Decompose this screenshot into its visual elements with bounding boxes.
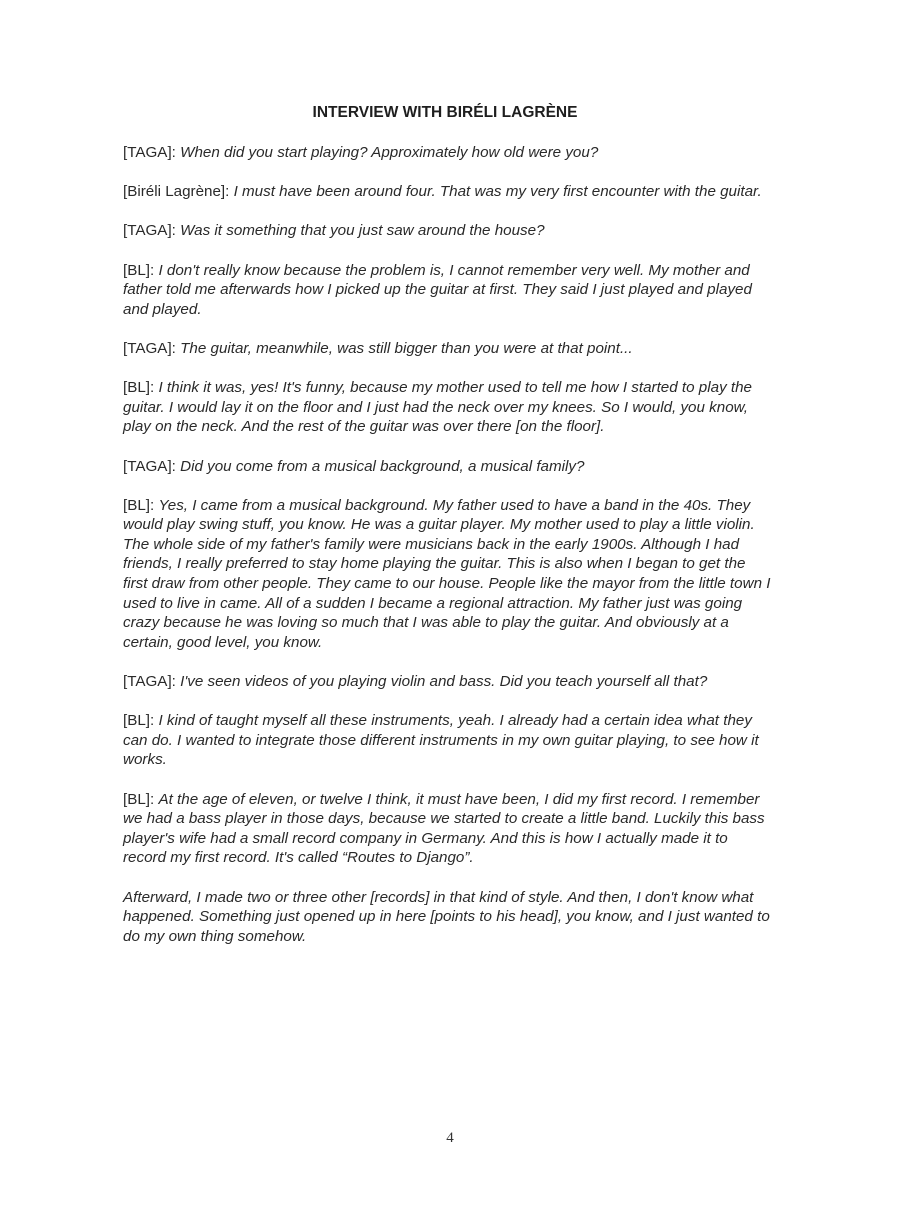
speaker-label: [TAGA]: — [123, 673, 181, 691]
speaker-label: [TAGA]: — [123, 457, 181, 475]
speech-text: I must have been around four. That was my very first encounter with the guitar. — [233, 183, 762, 201]
speaker-label: [TAGA]: — [123, 339, 181, 357]
paragraph — [123, 378, 771, 437]
speech-text: When did you start playing? Approximately how old were you? — [180, 144, 599, 161]
speaker-label: [BL]: — [123, 261, 159, 279]
paragraph — [123, 221, 771, 241]
speaker-label: [Biréli Lagrène]: — [123, 183, 234, 201]
speaker-label: [BL]: — [123, 712, 159, 730]
speaker-label: [BL]: — [123, 496, 159, 514]
paragraph — [123, 888, 771, 947]
speech-text: I kind of taught myself all these instruments, yeah. I already had a certain idea what they can do. I wanted to integrate those different instruments in my own guitar playing, to see how it works. — [123, 712, 759, 769]
paragraph — [123, 339, 771, 359]
paragraph — [123, 457, 771, 477]
paragraph — [123, 261, 771, 320]
speech-text: Afterward, I made two or three other [records] in that kind of style. And then, I don't know what happened. Something just opened up in here [points to his head], you know, and I just wanted to do my own thing somehow. — [123, 888, 770, 945]
interview-body — [123, 143, 771, 966]
speech-text: Yes, I came from a musical background. My father used to have a band in the 40s. They would play swing stuff, you know. He was a guitar player. My mother used to play a little violin. The whole side of my father's family were musicians back in the early 1900s. Although I had friends, I really preferred to stay home playing the guitar. This is also when I began to get the first draw from other people. They came to our house. People like the mayor from the little town I used to live in came. All of a sudden I became a regional attraction. My father just was going crazy because he was loving so much that I was able to play the guitar. And obviously at a certain, good level, you know. — [123, 496, 771, 651]
paragraph — [123, 672, 771, 692]
speech-text: I think it was, yes! It's funny, because my mother used to tell me how I started to play the guitar. I would lay it on the floor and I just had the neck over my knees. So I would, you know, play on the neck. And the rest of the guitar was over there [on the floor]. — [123, 379, 752, 436]
speaker-label: [TAGA]: — [123, 144, 181, 161]
paragraph — [123, 711, 771, 770]
speech-text: Was it something that you just saw around the house? — [180, 222, 545, 240]
speech-text: Did you come from a musical background, a musical family? — [180, 457, 585, 475]
paragraph — [123, 182, 771, 202]
speaker-label: [TAGA]: — [123, 222, 181, 240]
speech-text: At the age of eleven, or twelve I think, it must have been, I did my first record. I remember we had a bass player in those days, because we started to create a little band. Luckily this bass player's wife had a small record company in Germany. And this is how I actually made it to record my first record. It's called “Routes to Django”. — [123, 790, 765, 867]
paragraph — [123, 496, 771, 653]
speech-text: I don't really know because the problem is, I cannot remember very well. My mother and father told me afterwards how I picked up the guitar at first. They said I just played and played and played. — [123, 261, 752, 318]
document-title: INTERVIEW WITH BIRÉLI LAGRÈNE — [312, 104, 578, 121]
paragraph — [123, 790, 771, 868]
speech-text: I've seen videos of you playing violin and bass. Did you teach yourself all that? — [180, 673, 708, 691]
paragraph — [123, 143, 771, 163]
speaker-label: [BL]: — [123, 790, 159, 808]
speech-text: The guitar, meanwhile, was still bigger than you were at that point... — [180, 339, 633, 357]
speaker-label: [BL]: — [123, 379, 159, 397]
page-number: 4 — [446, 1130, 454, 1146]
